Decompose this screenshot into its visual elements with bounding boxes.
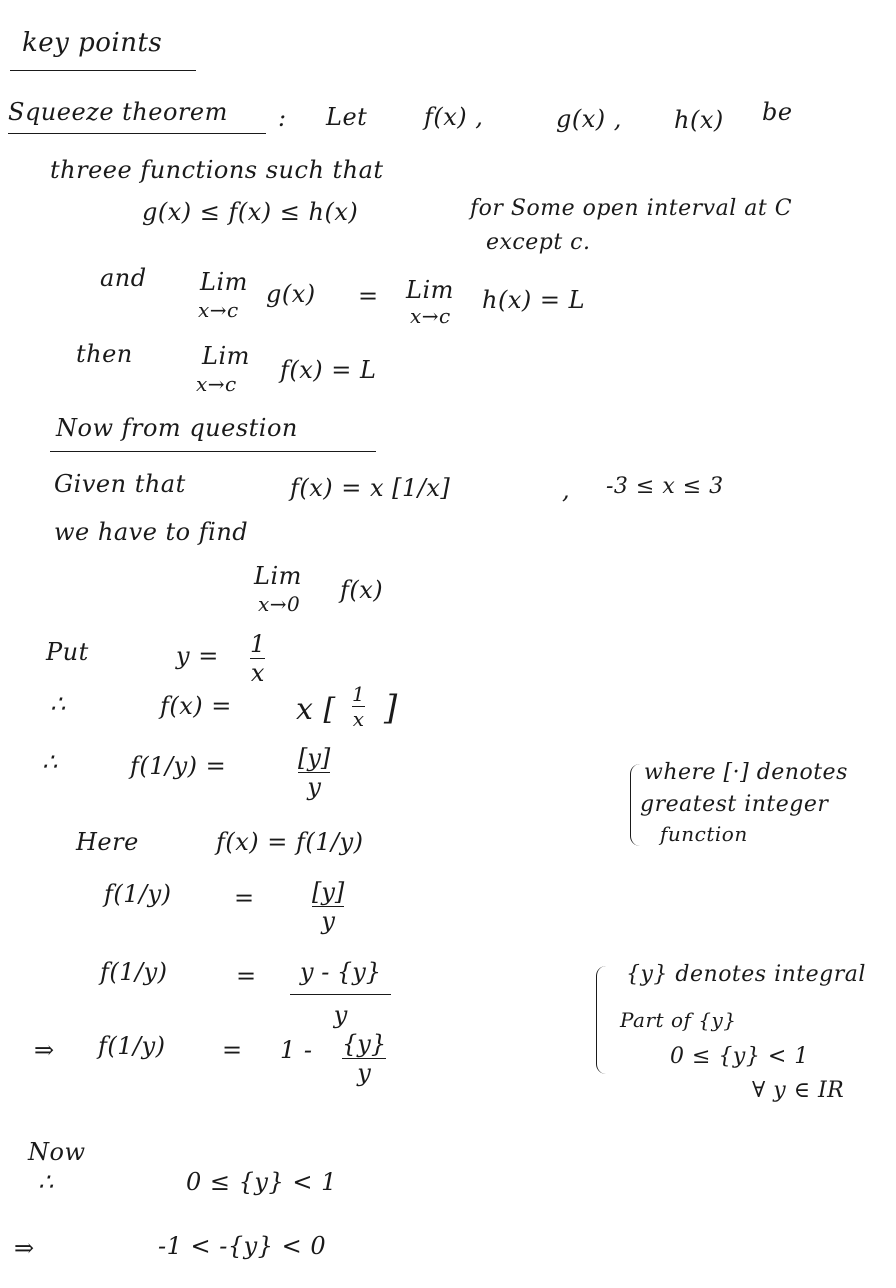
lim-target-sub: x→0 [258,592,301,616]
note2-line2: Part of {y} [620,1008,737,1032]
note1-line1: where [·] denotes [644,760,848,785]
step2-frac-den: y [333,1001,348,1029]
lim-h-func: h(x) = L [482,286,586,314]
given-that: Given that [54,470,186,498]
step1-frac-num: [y] [312,878,345,906]
implies-symbol-1: ⇒ [34,1036,55,1064]
fx-floor-frac-den: x [352,707,364,731]
therefore-symbol-1: ∴ [50,690,66,718]
here-label: Here [76,828,139,856]
lim-g-func: g(x) [266,280,316,308]
squeeze-title: Squeeze theorem [8,98,228,126]
squeeze-f: f(x) , [424,103,484,131]
step3-frac-num: {y} [342,1030,387,1058]
step2-lhs: f(1/y) [100,958,168,986]
note2-line4: ∀ y ∈ IR [752,1078,845,1103]
step2-frac [290,958,391,1029]
fx-equals: f(x) = [160,692,232,720]
fx-x-floor: x [ [296,692,336,727]
floor-y-num: [y] [298,744,331,772]
lim-g-sub: x→c [198,298,239,322]
heading-underline [10,70,196,71]
lim-g-label: Lim [200,268,248,296]
note1-line3: function [660,822,748,846]
step1-lhs: f(1/y) [104,880,172,908]
step3-one-minus: 1 - [280,1036,313,1064]
squeeze-underline [8,133,266,134]
lim-equals: = [358,282,379,310]
note1-line2: greatest integer [640,792,829,817]
step1-frac [312,878,344,935]
note2-brace [596,966,607,1074]
squeeze-interval-line2: except c. [486,230,591,255]
note2-line3: 0 ≤ {y} < 1 [670,1044,809,1069]
squeeze-inequality: g(x) ≤ f(x) ≤ h(x) [142,198,359,226]
now-label: Now [28,1138,86,1166]
note2-line1: {y} denotes integral [626,962,866,987]
lim-target-func: f(x) [340,576,384,604]
step1-frac-den: y [321,907,335,935]
fx-floor-frac [352,682,365,731]
squeeze-line2: threee functions such that [50,156,384,184]
fx-floor-frac-num: 1 [352,682,365,706]
floor-y-over-y [298,744,330,801]
squeeze-then: then [76,340,133,368]
squeeze-interval-line1: for Some open interval at C [470,196,793,221]
step3-frac [342,1030,386,1087]
put-frac-den: x [250,659,265,687]
step2-eq: = [236,962,257,990]
f-1-over-y-eq: f(1/y) = [130,752,227,780]
step3-eq: = [222,1036,243,1064]
squeeze-be: be [762,98,793,126]
step2-frac-num: y - {y} [300,958,382,986]
step3-frac-den: y [357,1059,371,1087]
squeeze-and: and [100,264,147,292]
step3-lhs: f(1/y) [98,1032,166,1060]
inequality-1: 0 ≤ {y} < 1 [186,1168,337,1196]
put-frac [250,630,265,687]
f-definition: f(x) = x [1/x] [290,474,451,502]
therefore-symbol-2: ∴ [42,748,58,776]
squeeze-h: h(x) [674,106,724,134]
squeeze-g: g(x) , [556,105,622,133]
domain-range: -3 ≤ x ≤ 3 [606,474,724,499]
put-y-eq: y = [176,642,219,670]
lim-h-sub: x→c [410,304,451,328]
lim-target-label: Lim [254,562,302,590]
squeeze-let: Let [326,103,368,131]
we-have-to-find: we have to find [54,518,249,546]
floor-y-den: y [307,773,321,801]
lim-f-sub: x→c [196,372,237,396]
inequality-2: -1 < -{y} < 0 [158,1232,327,1260]
question-underline [50,451,376,452]
range-comma: , [562,476,571,504]
therefore-symbol-3: ∴ [38,1168,54,1196]
fx-eq-f1y: f(x) = f(1/y) [216,828,364,856]
lim-h-label: Lim [406,276,454,304]
lim-f-func: f(x) = L [280,356,377,384]
now-from-question: Now from question [56,414,298,442]
squeeze-colon: : [278,104,287,132]
put-frac-num: 1 [250,630,266,658]
implies-symbol-2: ⇒ [14,1234,35,1262]
lim-f-label: Lim [202,342,250,370]
step1-eq: = [234,884,255,912]
put-label: Put [46,638,89,666]
heading: key points [22,28,163,58]
fx-floor-close: ] [384,688,398,728]
